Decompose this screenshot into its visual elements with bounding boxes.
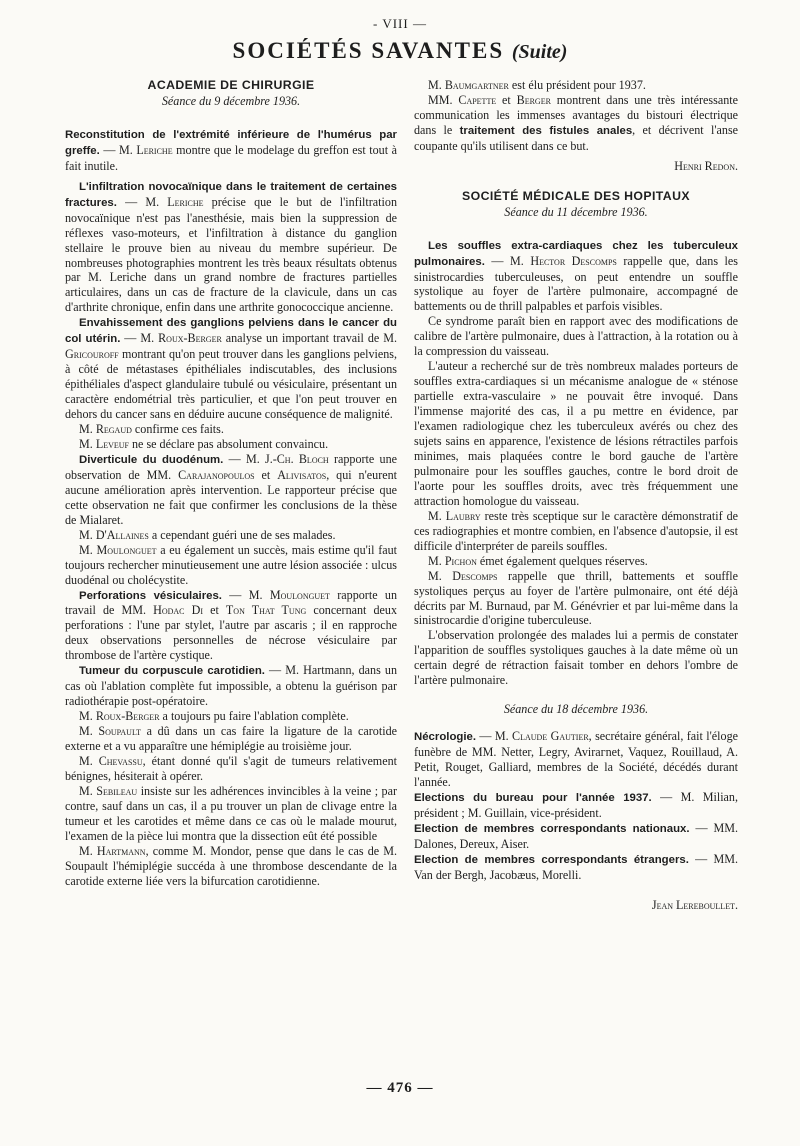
dash: — M. [484,253,531,268]
paragraph-lead: Les souffles extra-cardiaques chez les tuberculeux pulmonaires. [414,239,738,268]
paragraph-text: confirme ces faits. [131,422,224,437]
paragraph-text: a eu également un succès, mais estime qu'il faut toujours rechercher minutieusement une autre lésion associée : ulcus duodénal ou cholécystite. [65,542,397,587]
paragraph-lead: Nécrologie. [414,731,477,744]
paragraph [414,729,738,790]
paragraph-text: , étant donné qu'il s'agit de tumeurs relativement bénignes, hésiterait à opérer. [65,753,397,783]
person-name: Berger [516,92,551,107]
paragraph-text: a toujours pu faire l'ablation complète. [159,709,349,724]
paragraph-text: , et décrivent l'anse coupante qu'ils utilisent dans ce but. [414,122,739,153]
signature-redon: Henri Redon. [674,158,738,173]
prefix: M. [79,709,96,724]
person-name: Moulonguet [269,587,330,602]
paragraph [65,127,397,174]
paragraph [414,790,738,821]
paragraph [65,588,397,664]
paragraph-text: a cependant guéri une de ses malades. [148,527,336,542]
paragraph: L'observation prolongée des malades lui a permis de constater l'apparition de souffles systoliques gauches à la date même où un certain degré de rétraction faisait tomber en dehors l'ombre de l'artère pulmonaire. [414,628,738,688]
paragraph-text: a dû dans un cas faire la ligature de la carotide externe et a vu apparaître une hémiplégie au troisième jour. [65,724,397,754]
person-name: Pichon [444,553,477,568]
person-name: Leveuf [95,436,129,451]
paragraph-text: — M. Milian, président ; M. Guillain, vice-président. [414,789,738,820]
page-title [0,38,800,64]
paragraph-text: montrant qu'on peut trouver dans les ganglions pelviens, à côté de métastases épithéliales indiscutables, des inclusions épithéliales d'aspect glandulaire tubulé ou vésiculaire, présentant un caractère endométrial très particulier, et que l'on peut trouver en dehors du cancer sans en déduire aucune conséquence de malignité. [65,347,397,422]
person-name: Hector Descomps [530,253,617,268]
page-title-suite: (Suite) [511,41,568,63]
paragraph [65,437,397,452]
prefix: M. [79,783,97,798]
paragraph [414,554,738,569]
paragraph-text: , secrétaire général, fait l'éloge funèbre de MM. Netter, Legry, Avirагnet, Vaquez, Rouillaud, A. Petit, Rouget, Galliard, membres de la Société, décédés durant l'année. [414,729,738,790]
person-name: Hodac Di [153,603,203,618]
person-name: Hartmann [96,843,146,858]
paragraph-text: montre que le modelage du greffon est tout à fait inutile. [65,142,397,173]
paragraph [65,709,397,724]
roman-page-number: - VIII — [373,16,427,31]
person-name: Gricouroff [65,347,119,362]
paragraph-text: concernant deux perforations : l'une par stylet, l'autre par ascaris ; il en rapproche deux observations personnelles de nécrose vésiculaire par thrombose de l'artère cystique. [65,603,397,663]
prefix: M. [79,436,96,451]
person-name: Moulonguet [96,542,157,557]
paragraph-lead: Tumeur du corpuscule carotidien. [79,665,265,678]
paragraph-text: — MM. Van der Bergh, Jacobæus, Morelli. [414,851,738,882]
conjunction: et [203,603,226,618]
dash: — M. [223,451,265,466]
paragraph-text: est élu président pour 1937. [508,78,646,92]
paragraph-lead: Elections du bureau pour l'année 1937. [414,791,652,804]
person-name: Regaud [95,422,132,437]
paragraph-text: analyse un important travail de M. [221,331,397,346]
paragraph-text: rappelle que, dans les sinistrocardies tuberculeuses, on peut entendre un souffle systolique au foyer de l'artère pulmonaire, accompagné de battements ou de thrill palpables et parfois visibles. [414,253,738,314]
page-title-text: SOCIÉTÉS SAVANTES [232,38,505,63]
paragraph: Ce syndrome paraît bien en rapport avec des modifications de calibre de l'artère pulmonaire, dues à l'attraction, à la rotation ou à la compression du vaisseau. [414,314,738,359]
paragraph [65,844,397,889]
paragraph-lead: Diverticule du duodénum. [79,453,224,466]
person-name: Leriche [136,142,173,157]
person-name: Roux-Berger [95,709,160,724]
person-name: Baumgartner [444,78,509,92]
paragraph-text: , comme M. Mondor, pense que dans le cas de M. Soupault l'hémiplégie succéda à une thrombose descendante de la carotide externe liée vers la bifurcation carotidienne. [65,843,397,888]
person-name: Capette [458,92,497,107]
section-heading-academie: ACADEMIE DE CHIRURGIE [147,78,315,92]
prefix: M. [79,542,97,557]
person-name: D'Allaines [95,527,149,542]
prefix: M. [79,753,99,768]
dash: — M. [120,331,159,346]
page-number: — 476 — [366,1080,434,1096]
paragraph [414,93,738,154]
session-date: Séance du 11 décembre 1936. [504,204,648,219]
left-column [65,78,397,889]
paragraph-text: , qui n'eurent aucune amélioration après intervention. Le rapporteur précise que cette observation ne fait que confirmer les conclusions de la thèse de Mialaret. [65,467,397,527]
signature-lereboullet: Jean Lereboullet. [651,897,738,912]
prefix: MM. [428,92,459,107]
paragraph [65,528,397,543]
paragraph-lead: L'infiltration novocaïnique dans le traitement de certaines fractures. [65,180,397,209]
prefix: M. [79,422,96,437]
paragraph-text: — MM. Dalones, Dereux, Aiser. [414,820,739,851]
dash: — M. [221,587,270,602]
paragraph-text: rappelle que thrill, battements et souffle systoliques perçus au foyer de l'artère pulmonaire, ont été déjà décrits par M. Burnaud, par M. Génévrier et par lui-même dans la sinistrocardie d'origine tuberculeuse. [414,568,738,628]
paragraph [65,724,397,754]
paragraph-text: précise que le but de l'infiltration novocaïnique n'est pas l'anesthésie, mais bien la suppression de réflexes vaso-moteurs, et l'infiltration à distance du ganglion stellaire le prouve bien au niveau du membre supérieur. De nombreuses photographies montrent les très beaux résultats obtenus par M. Leriche dans un grand nombre de fractures partielles articulaires, dans un cas de fracture de la clavicule, dans un cas d'arthrite chronique, enfin dans une arthrite gonococcique ancienne. [65,194,397,315]
paragraph-lead: Election de membres correspondants étrangers. [414,853,689,866]
paragraph [414,569,738,629]
person-name: Sebileau [96,783,138,798]
paragraph-text: montrent dans une très intéressante communication les immenses avantages du bistouri électrique dans le [414,92,738,137]
person-name: Soupault [98,724,141,739]
person-name: Ton That Tung [225,603,307,618]
dash: — M. [116,194,168,209]
paragraph-lead: Perforations vésiculaires. [79,589,222,602]
person-name: Leriche [167,194,204,209]
person-name: Claude Gautier [512,729,589,744]
paragraph [414,78,738,93]
paragraph-lead: Reconstitution de l'extrémité inférieure de l'humérus par greffe. [65,128,397,157]
prefix: M. [79,724,99,739]
person-name: Descomps [452,568,498,583]
dash: — M. [476,729,513,744]
paragraph-text: émet également quelques réserves. [476,553,648,568]
paragraph-text: insiste sur les adhérences invincibles à la veine ; par contre, sauf dans un cas, il a pu trouver un plan de clivage entre la tumeur et les carotides et même dans ce cas où le malade mourut, l'examen de la pièce lui montra que la dissection eût été possible [65,783,397,843]
prefix: M. [428,568,453,583]
paragraph [414,821,738,852]
person-name: Alivisatos [277,467,327,482]
paragraph [414,509,738,554]
paragraph [65,422,397,437]
section-heading-societe-medicale: SOCIÉTÉ MÉDICALE DES HOPITAUX [462,188,690,203]
conjunction: et [254,467,278,482]
paragraph-text: rapporte un travail de MM. [65,587,397,618]
paragraph [65,663,397,709]
paragraph [65,452,397,528]
session-date: Séance du 9 décembre 1936. [161,93,301,108]
paragraph [65,543,397,588]
person-name: Roux-Berger [158,331,222,346]
paragraph: L'auteur a recherché sur de très nombreux malades porteurs de souffles extra-cardiaques si un mécanisme analogue de « sténose partielle extra-vasculaire » ne pouvait être invoqué. Dans l'immense majorité des cas, il a pu mettre en évidence, par l'examen radiologique chez les tuberculeux avérés ou chez des sujets sains en apparence, l'existence de lésions rétractiles parfois minimes, mais plaquées contre le bord gauche de l'artère pulmonaire pour les souffles gauches, contre le bord droit de l'aorte pour les souffles droits, avec très fréquemment une attraction homologue du vaisseau. [414,359,738,508]
paragraph [65,754,397,784]
conjunction: et [496,92,517,107]
prefix: M. [79,527,96,542]
paragraph-text: — M. Hartmann, dans un cas où l'ablation complète fut impossible, a obtenu la guérison par radiothérapie post-opératoire. [65,663,397,709]
bold-phrase: traitement des fistules anales [459,124,633,137]
prefix: M. [428,508,446,523]
paragraph [414,238,738,315]
prefix: M. [428,553,445,568]
prefix: M. [428,78,445,92]
paragraph [65,179,397,316]
paragraph-text: rapporte une observation de MM. [65,451,397,482]
paragraph-text: reste très sceptique sur le caractère démonstratif de ces radiographies et montre combien, en l'absence d'autopsie, il est difficile d'interpréter de pareils souffles. [414,508,738,553]
right-column [414,78,738,913]
paragraph-lead: Envahissement des ganglions pelviens dans le cancer du col utérin. [65,317,397,346]
prefix: M. [79,843,97,858]
dash: — M. [99,142,137,157]
person-name: J.-Ch. Bloch [264,451,329,466]
person-name: Carajanopoulos [178,467,255,482]
person-name: Laubry [445,508,481,523]
paragraph-lead: Election de membres correspondants nationaux. [414,822,690,835]
paragraph [414,852,738,883]
paragraph [65,784,397,844]
paragraph-text: ne se déclare pas absolument convaincu. [128,436,329,451]
session-date: Séance du 18 décembre 1936. [503,702,649,717]
paragraph [65,315,397,422]
person-name: Chevassu [98,753,143,768]
